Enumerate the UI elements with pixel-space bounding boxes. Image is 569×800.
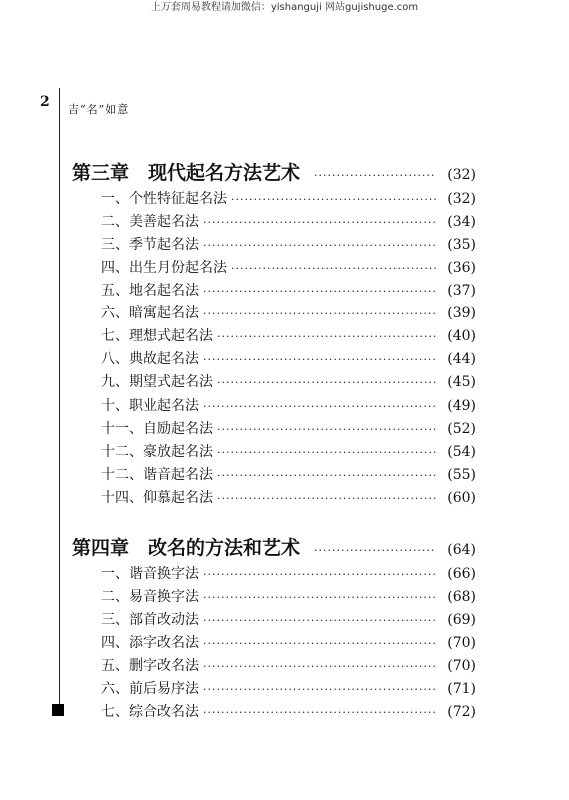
dot-leader bbox=[203, 353, 436, 366]
toc-item[interactable] bbox=[72, 325, 476, 345]
toc-item[interactable] bbox=[72, 701, 476, 721]
dot-leader bbox=[217, 376, 436, 389]
page-ref: (70) bbox=[447, 658, 476, 674]
page-ref: (52) bbox=[447, 421, 476, 437]
item-label: 二、美善起名法 bbox=[101, 214, 199, 230]
toc-item[interactable] bbox=[72, 234, 476, 254]
running-head: 吉“名”如意 bbox=[68, 103, 130, 116]
dot-leader bbox=[203, 706, 436, 719]
dot-leader bbox=[314, 169, 436, 182]
page-number: 2 bbox=[40, 94, 50, 110]
item-label: 三、部首改动法 bbox=[101, 612, 199, 628]
dot-leader bbox=[203, 307, 436, 320]
page-ref: (71) bbox=[447, 681, 476, 697]
item-label: 二、易音换字法 bbox=[101, 589, 199, 605]
dot-leader bbox=[203, 591, 436, 604]
page-ref: (68) bbox=[447, 589, 476, 605]
item-label: 一、个性特征起名法 bbox=[101, 191, 227, 207]
toc-item[interactable] bbox=[72, 441, 476, 461]
toc-item[interactable] bbox=[72, 586, 476, 606]
page-ref: (45) bbox=[447, 374, 476, 390]
item-label: 三、季节起名法 bbox=[101, 237, 199, 253]
dot-leader bbox=[203, 637, 436, 650]
watermark-text: 上万套周易教程请加微信：yishanguji 网站gujishuge.com bbox=[150, 2, 419, 13]
toc-item[interactable] bbox=[72, 563, 476, 583]
toc-item[interactable] bbox=[72, 211, 476, 231]
page-ref: (54) bbox=[447, 444, 476, 460]
page-ref: (69) bbox=[447, 612, 476, 628]
dot-leader bbox=[314, 544, 436, 557]
item-label: 八、典故起名法 bbox=[101, 351, 199, 367]
page-ref: (39) bbox=[447, 305, 476, 321]
item-label: 七、理想式起名法 bbox=[101, 328, 213, 344]
dot-leader bbox=[231, 193, 436, 206]
page-ref: (49) bbox=[447, 398, 476, 414]
toc-item[interactable] bbox=[72, 632, 476, 652]
chapter-title: 第四章 改名的方法和艺术 bbox=[72, 537, 301, 559]
toc-item[interactable] bbox=[72, 302, 476, 322]
page-ref: (66) bbox=[447, 566, 476, 582]
item-label: 六、前后易序法 bbox=[101, 681, 199, 697]
page-ref: (55) bbox=[447, 467, 476, 483]
page-ref: (72) bbox=[447, 704, 476, 720]
page-ref: (60) bbox=[447, 490, 476, 506]
dot-leader bbox=[203, 216, 436, 229]
item-label: 九、期望式起名法 bbox=[101, 374, 213, 390]
page-ref: (35) bbox=[447, 237, 476, 253]
item-label: 一、谐音换字法 bbox=[101, 566, 199, 582]
dot-leader bbox=[203, 285, 436, 298]
toc-item[interactable] bbox=[72, 678, 476, 698]
dot-leader bbox=[231, 262, 436, 275]
dot-leader bbox=[203, 400, 436, 413]
toc-item[interactable] bbox=[72, 655, 476, 675]
page-ref: (64) bbox=[447, 542, 476, 558]
item-label: 五、删字改名法 bbox=[101, 658, 199, 674]
dot-leader bbox=[203, 239, 436, 252]
item-label: 十一、自励起名法 bbox=[101, 421, 213, 437]
chapter-title: 第三章 现代起名方法艺术 bbox=[72, 162, 301, 184]
toc-item[interactable] bbox=[72, 609, 476, 629]
dot-leader bbox=[217, 469, 436, 482]
toc-item[interactable] bbox=[72, 464, 476, 484]
page-ref: (37) bbox=[447, 283, 476, 299]
toc-item[interactable] bbox=[72, 418, 476, 438]
toc-item[interactable] bbox=[72, 257, 476, 277]
page-ref: (36) bbox=[447, 260, 476, 276]
dot-leader bbox=[203, 683, 436, 696]
item-label: 十二、豪放起名法 bbox=[101, 444, 213, 460]
page-ref: (32) bbox=[447, 191, 476, 207]
item-label: 十二、谐音起名法 bbox=[101, 467, 213, 483]
margin-block-mark bbox=[52, 704, 64, 716]
toc-chapter-3[interactable] bbox=[72, 158, 476, 185]
toc-chapter-4[interactable] bbox=[72, 533, 476, 560]
dot-leader bbox=[217, 330, 436, 343]
dot-leader bbox=[217, 446, 436, 459]
page-ref: (32) bbox=[447, 167, 476, 183]
item-label: 四、出生月份起名法 bbox=[101, 260, 227, 276]
item-label: 十四、仰慕起名法 bbox=[101, 490, 213, 506]
toc-item[interactable] bbox=[72, 348, 476, 368]
toc-item[interactable] bbox=[72, 188, 476, 208]
dot-leader bbox=[203, 568, 436, 581]
dot-leader bbox=[217, 492, 436, 505]
dot-leader bbox=[203, 660, 436, 673]
toc-item[interactable] bbox=[72, 280, 476, 300]
item-label: 七、综合改名法 bbox=[101, 704, 199, 720]
toc-item[interactable] bbox=[72, 371, 476, 391]
toc-item[interactable] bbox=[72, 487, 476, 507]
item-label: 四、添字改名法 bbox=[101, 635, 199, 651]
page-ref: (34) bbox=[447, 214, 476, 230]
toc-item[interactable] bbox=[72, 395, 476, 415]
dot-leader bbox=[217, 423, 436, 436]
page-ref: (44) bbox=[447, 351, 476, 367]
item-label: 五、地名起名法 bbox=[101, 283, 199, 299]
margin-rule bbox=[59, 88, 60, 708]
dot-leader bbox=[203, 614, 436, 627]
item-label: 六、暗寓起名法 bbox=[101, 305, 199, 321]
page-ref: (70) bbox=[447, 635, 476, 651]
page-ref: (40) bbox=[447, 328, 476, 344]
item-label: 十、职业起名法 bbox=[101, 398, 199, 414]
